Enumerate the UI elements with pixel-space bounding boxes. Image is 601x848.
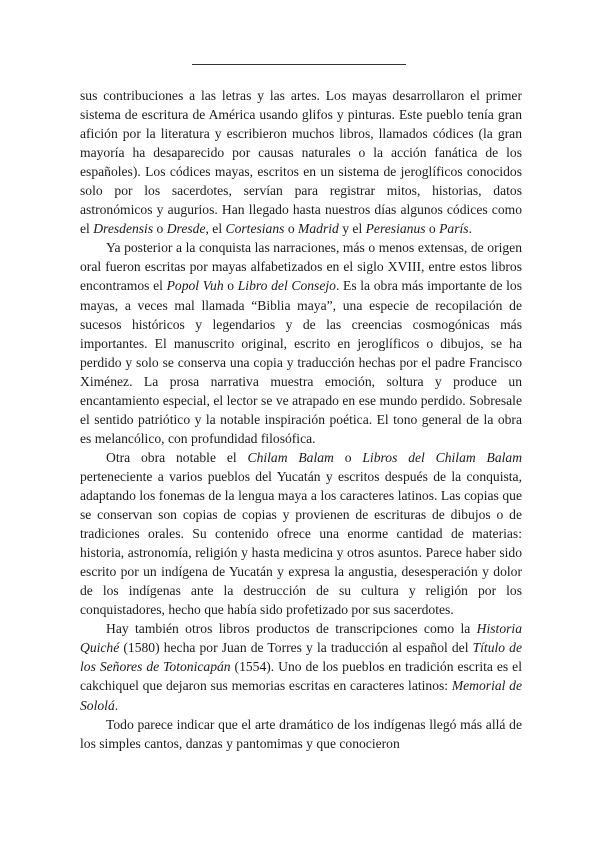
text-run: o [223, 278, 238, 294]
paragraph [80, 448, 522, 619]
text-run: o [153, 221, 167, 237]
italic-text: Libro del Consejo [237, 278, 336, 294]
text-run: o [333, 449, 363, 465]
italic-text: Historia Quiché [80, 621, 522, 656]
italic-text: Dresdensis [93, 221, 154, 237]
paragraph [80, 619, 522, 714]
italic-text: Popol Vuh [166, 278, 224, 294]
text-run: perteneciente a varios pueblos del Yucatán y escritos después de la conquista, adaptando los fonemas de la lengua maya a los caracteres latinos. Las copias que se conservan son copias de copias y provienen de escrituras de dibujos o de tradiciones orales. Su contenido ofrece una enorme cantidad de materias: historia, astronomía, religión y hasta medicina y otros asuntos. Parece haber sido escrito por un indígena de Yucatán y expresa la angustia, desesperación y dolor de los indígenas ante la destrucción de su cultura y religión por los conquistadores, hecho que había sido profetizado por sus sacerdotes. [80, 468, 522, 618]
text-run: . [114, 697, 119, 713]
text-run: Ya posterior a la conquista las narraciones, más o menos extensas, de origen oral fueron escritas por mayas alfabetizados en el siglo XVIII, entre estos libros encontramos el [80, 240, 522, 294]
text-run: (1554). Uno de los pueblos en tradición escrita es el cakchiquel que dejaron sus memorias escritas en caracteres latinos: [80, 659, 522, 694]
text-run: Todo parece indicar que el arte dramático de los indígenas llegó más allá de los simples cantos, danzas y pantomimas y que conocieron [80, 716, 522, 751]
italic-text: Memorial de Sololá [80, 678, 522, 713]
paragraph [80, 86, 522, 238]
text-run: sus contribuciones a las letras y las artes. Los mayas desarrollaron el primer sistema de escritura de América usando glifos y pinturas. Este pueblo tenía gran afición por la literatura y escribieron muchos libros, llamados códices (la gran mayoría ha desaparecido por causas naturales o la acción fanática de los españoles). Los códices mayas, escritos en un sistema de jeroglíficos conocidos solo por los sacerdotes, servían para registrar mitos, historias, datos astronómicos y augurios. Han llegado hasta nuestros días algunos códices como el [80, 88, 522, 237]
text-run: . [468, 221, 472, 237]
italic-text: Chilam Balam [247, 449, 334, 465]
italic-text: Madrid [298, 221, 339, 237]
italic-text: Libros del Chilam Balam [362, 449, 523, 465]
text-run: y el [338, 221, 366, 237]
header-rule [192, 64, 406, 65]
text-run: o [425, 221, 440, 237]
text-run: . Es la obra más importante de los mayas, a veces mal llamada “Biblia maya”, una especie de recopilación de sucesos históricos y legendarios y de las creencias cosmogónicas más importantes. El manuscrito original, escrito en jeroglíficos o dibujos, se ha perdido y solo se conserva una copia y traducción hechas por el padre Francisco Ximénez. La prosa narrativa muestra emoción, soltura y produce un encantamiento especial, el lector se ve atrapado en ese mundo perdido. Sobresale el sentido patriótico y la notable inspiración poética. El tono general de la obra es melancólico, con profundidad filosófica. [80, 278, 522, 446]
italic-text: Cortesians [225, 221, 285, 237]
italic-text: Peresianus [365, 221, 426, 237]
body-text [80, 86, 522, 753]
text-run: , el [205, 221, 226, 237]
paragraph [80, 715, 522, 753]
text-run: Otra obra notable el [106, 449, 248, 465]
paragraph [80, 238, 522, 448]
italic-text: Dresde [166, 221, 206, 237]
text-run: (1580) hecha por Juan de Torres y la traducción al español del [119, 640, 473, 656]
text-run: Hay también otros libros productos de transcripciones como la [106, 621, 477, 637]
italic-text: París [439, 221, 469, 237]
text-run: o [284, 221, 299, 237]
italic-text: Título de los Señores de Totonicapán [80, 640, 522, 675]
